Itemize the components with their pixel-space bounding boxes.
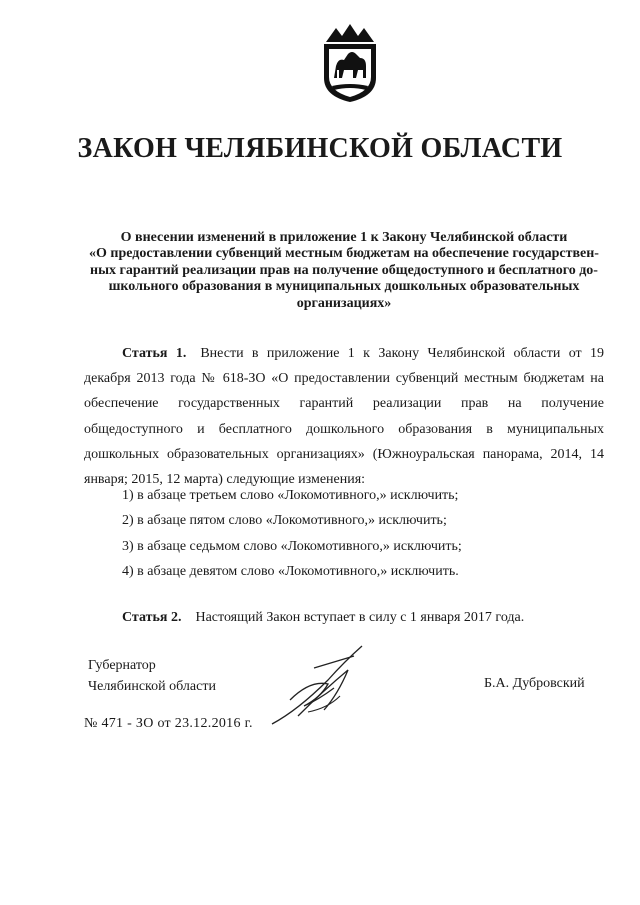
- subtitle-line: «О предоставлении субвенций местным бюджетам на обеспечение государствен-: [89, 246, 599, 262]
- governor-name: Б.А. Дубровский: [484, 676, 585, 691]
- subtitle-line: О внесении изменений в приложение 1 к Закону Челябинской области: [120, 230, 568, 245]
- article-1-text: Внести в приложение 1 к Закону Челябинской области от 19 декабря 2013 года № 618-ЗО «О предоставлении субвенций местным бюджетам на обеспечение государственных гарантий реализации прав на получение общедоступного и бесплатного дошкольного образования в муниципальных дошкольных образовательных организациях» (Южноуральская панорама, 2014, 14 января; 2015, 12 марта) следующие изменения:: [84, 346, 604, 488]
- governor-position-line: Челябинской области: [88, 679, 216, 694]
- subtitle-line: школьного образования в муниципальных дошкольных образовательных: [108, 279, 580, 295]
- subtitle-line: ных гарантий реализации прав на получение общедоступного и бесплатного до-: [90, 262, 598, 278]
- article-1: [84, 341, 604, 492]
- coat-of-arms-icon: [318, 22, 382, 104]
- article-2: [84, 605, 604, 630]
- signature-icon: [268, 640, 380, 730]
- law-number: № 471 - ЗО от 23.12.2016 г.: [84, 716, 253, 731]
- article-1-changes-list: [122, 483, 462, 585]
- article-2-label: Статья 2.: [122, 610, 182, 625]
- document-subtitle: [84, 230, 604, 312]
- article-1-label: Статья 1.: [122, 346, 187, 361]
- list-item: 1) в абзаце третьем слово «Локомотивного,» исключить;: [122, 488, 459, 503]
- governor-position: [88, 655, 216, 697]
- subtitle-line: организациях»: [296, 295, 392, 311]
- list-item: 4) в абзаце девятом слово «Локомотивного,» исключить.: [122, 564, 459, 580]
- document-title: ЗАКОН ЧЕЛЯБИНСКОЙ ОБЛАСТИ: [77, 133, 563, 164]
- governor-position-line: Губернатор: [88, 658, 156, 673]
- list-item: 2) в абзаце пятом слово «Локомотивного,» исключить;: [122, 513, 447, 529]
- article-2-text: Настоящий Закон вступает в силу с 1 января 2017 года.: [195, 610, 525, 625]
- list-item: 3) в абзаце седьмом слово «Локомотивного,» исключить;: [122, 538, 462, 554]
